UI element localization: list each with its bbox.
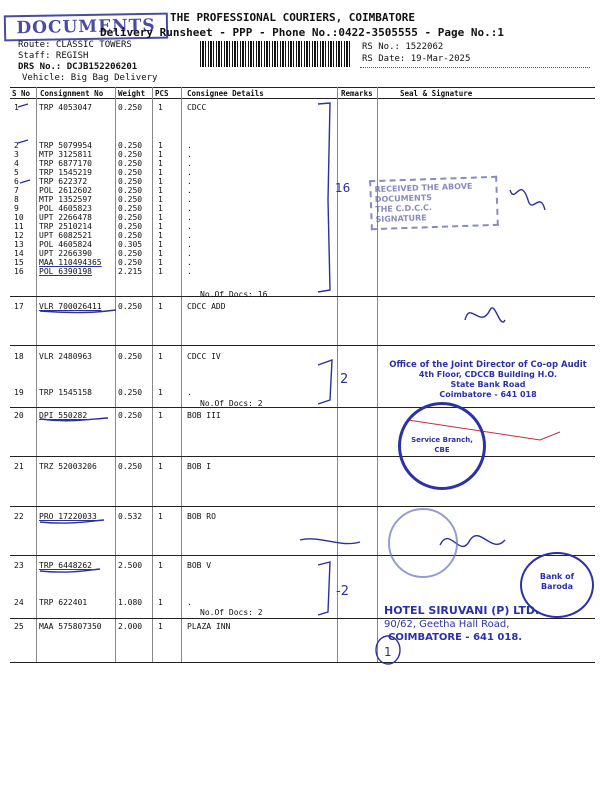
table-bottom-rule — [10, 662, 595, 663]
cell-consignment: TRP 5079954 — [39, 141, 92, 150]
bracket-mark — [318, 562, 330, 615]
cell-consignment: MTP 3125811 — [39, 150, 92, 159]
stamp-line: Office of the Joint Director of Co-op Audit — [389, 360, 587, 370]
group-rule — [10, 506, 595, 507]
cell-pcs: 1 — [158, 622, 163, 631]
cell-consignment: TRP 622372 — [39, 177, 88, 186]
cell-consignee: . — [187, 177, 192, 186]
cell-sno: 24 — [14, 598, 24, 607]
cell-consignee: BOB I — [187, 462, 212, 471]
cell-pcs: 1 — [158, 213, 163, 222]
cell-consignee: BOB RO — [187, 512, 216, 521]
table-header-rule — [10, 98, 595, 99]
hotel-stamp-name: HOTEL SIRUVANI (P) LTD. — [384, 604, 540, 617]
cell-sno: 5 — [14, 168, 19, 177]
cell-pcs: 1 — [158, 177, 163, 186]
cell-consignee: CDCC ADD — [187, 302, 226, 311]
group-rule — [10, 407, 595, 408]
cell-weight: 0.250 — [118, 141, 143, 150]
cell-consignment: TRP 1545219 — [39, 168, 92, 177]
cell-weight: 0.250 — [118, 103, 143, 112]
cell-pcs: 1 — [158, 168, 163, 177]
vehicle-label: Vehicle: Big Bag Delivery — [22, 73, 158, 83]
cell-pcs: 1 — [158, 411, 163, 420]
cell-weight: 0.250 — [118, 249, 143, 258]
cell-pcs: 1 — [158, 267, 163, 276]
cell-weight: 0.250 — [118, 388, 143, 397]
round-office-seal — [388, 508, 458, 578]
group-rule — [10, 456, 595, 457]
audit-office-stamp — [388, 360, 588, 400]
cell-sno: 12 — [14, 231, 24, 240]
col-divider — [152, 87, 153, 662]
received-stamp — [369, 176, 499, 230]
cell-weight: 0.250 — [118, 411, 143, 420]
cell-consignee: . — [187, 222, 192, 231]
cell-weight: 0.250 — [118, 352, 143, 361]
cell-sno: 4 — [14, 159, 19, 168]
stamp-line: RECEIVED THE ABOVE — [374, 181, 473, 195]
cell-weight: 0.250 — [118, 150, 143, 159]
cell-sno: 6 — [14, 177, 19, 186]
col-header-consignment: Consignment No — [40, 89, 104, 98]
cell-consignee: . — [187, 168, 192, 177]
cell-sno: 23 — [14, 561, 24, 570]
docs-count: No.Of Docs: 2 — [200, 399, 263, 408]
cell-pcs: 1 — [158, 598, 163, 607]
seal-text: Service Branch, CBE — [411, 436, 473, 454]
cell-consignee: . — [187, 267, 192, 276]
cell-consignee: . — [187, 186, 192, 195]
cell-consignment: TRP 1545158 — [39, 388, 92, 397]
cell-weight: 0.250 — [118, 195, 143, 204]
stamp-line: 4th Floor, CDCCB Building H.O. — [418, 370, 558, 379]
bracket-mark — [318, 103, 330, 292]
rs-info — [362, 41, 470, 65]
handwritten-1: 1 — [384, 645, 392, 659]
cell-pcs: 1 — [158, 462, 163, 471]
group-rule — [10, 345, 595, 346]
cell-consignee: . — [187, 598, 192, 607]
route-label: Route: CLASSIC TOWERS — [18, 40, 132, 50]
cell-sno: 20 — [14, 411, 24, 420]
stamp-line: DOCUMENTS — [374, 193, 433, 205]
cell-pcs: 1 — [158, 204, 163, 213]
cell-consignee: BOB V — [187, 561, 212, 570]
cell-consignee: CDCC — [187, 103, 207, 112]
cell-sno: 7 — [14, 186, 19, 195]
col-divider — [377, 87, 378, 662]
rs-date: RS Date: 19-Mar-2025 — [362, 54, 471, 64]
company-title: THE PROFESSIONAL COURIERS, COIMBATORE — [170, 11, 416, 24]
cell-weight: 2.500 — [118, 561, 143, 570]
cell-sno: 11 — [14, 222, 24, 231]
cell-pcs: 1 — [158, 302, 163, 311]
cell-pcs: 1 — [158, 159, 163, 168]
cell-consignee: . — [187, 141, 192, 150]
col-divider — [337, 87, 338, 662]
cell-pcs: 1 — [158, 103, 163, 112]
cell-pcs: 1 — [158, 561, 163, 570]
cell-consignment: TRP 2510214 — [39, 222, 92, 231]
cell-weight: 2.000 — [118, 622, 143, 631]
cell-consignee: . — [187, 231, 192, 240]
cell-weight: 2.215 — [118, 267, 143, 276]
cell-consignment: POL 6390198 — [39, 267, 92, 276]
docs-count: No.Of Docs: 16 — [200, 290, 268, 299]
table-top-rule — [10, 87, 595, 88]
handwritten-minus2: -2 — [336, 584, 349, 599]
cell-pcs: 1 — [158, 141, 163, 150]
cell-consignee: . — [187, 388, 192, 397]
cell-weight: 0.250 — [118, 177, 143, 186]
cell-consignment: POL 4605824 — [39, 240, 92, 249]
cell-consignment: MAA 575807350 — [39, 622, 102, 631]
runsheet-subtitle: Delivery Runsheet - PPP - Phone No.:0422-3505555 - Page No.:1 — [100, 26, 504, 39]
docs-count: No.Of Docs: 2 — [200, 608, 263, 617]
cell-weight: 0.250 — [118, 204, 143, 213]
cell-consignee: . — [187, 240, 192, 249]
cell-weight: 1.080 — [118, 598, 143, 607]
col-header-pcs: PCS — [155, 89, 169, 98]
cell-consignee: . — [187, 213, 192, 222]
documents-stamp: DOCUMENTS — [4, 13, 168, 42]
cell-consignee: . — [187, 204, 192, 213]
cell-sno: 8 — [14, 195, 19, 204]
cell-pcs: 1 — [158, 222, 163, 231]
cell-sno: 1 — [14, 103, 19, 112]
cell-consignment: MTP 1352597 — [39, 195, 92, 204]
cell-consignment: TRP 6877170 — [39, 159, 92, 168]
dotted-divider — [360, 67, 590, 68]
col-divider — [36, 87, 37, 662]
cell-pcs: 1 — [158, 352, 163, 361]
cell-consignment: UPT 2266478 — [39, 213, 92, 222]
cell-sno: 13 — [14, 240, 24, 249]
cell-sno: 14 — [14, 249, 24, 258]
handwritten-2: 2 — [340, 372, 349, 387]
cell-sno: 21 — [14, 462, 24, 471]
cell-pcs: 1 — [158, 150, 163, 159]
cell-weight: 0.250 — [118, 462, 143, 471]
cell-sno: 2 — [14, 141, 19, 150]
cell-consignee: . — [187, 195, 192, 204]
cell-weight: 0.250 — [118, 186, 143, 195]
cell-sno: 18 — [14, 352, 24, 361]
cell-pcs: 1 — [158, 195, 163, 204]
seal-text: Bank of Baroda — [539, 572, 575, 591]
col-header-weight: Weight — [118, 89, 146, 98]
signature-stroke — [300, 539, 360, 544]
cell-weight: 0.250 — [118, 302, 143, 311]
cell-consignee: . — [187, 258, 192, 267]
bob-branch-seal — [398, 402, 486, 490]
cell-consignee: . — [187, 159, 192, 168]
col-divider — [181, 87, 182, 662]
cell-weight: 0.250 — [118, 159, 143, 168]
hotel-stamp-address: 90/62, Geetha Hall Road, — [384, 619, 510, 630]
col-header-remarks: Remarks — [341, 89, 373, 98]
group-rule — [10, 296, 595, 297]
staff-label: Staff: REGISH — [18, 51, 89, 61]
cell-weight: 0.532 — [118, 512, 143, 521]
stamp-line: THE C.D.C.C. — [375, 203, 433, 215]
cell-pcs: 1 — [158, 186, 163, 195]
cell-weight: 0.250 — [118, 231, 143, 240]
cell-pcs: 1 — [158, 240, 163, 249]
cell-pcs: 1 — [158, 258, 163, 267]
cell-sno: 22 — [14, 512, 24, 521]
cell-consignment: TRZ 52003206 — [39, 462, 97, 471]
cell-consignment: UPT 2266390 — [39, 249, 92, 258]
cell-consignee: . — [187, 150, 192, 159]
rs-number: RS No.: 1522062 — [362, 42, 444, 52]
group-rule — [10, 555, 595, 556]
cell-sno: 15 — [14, 258, 24, 267]
cell-pcs: 1 — [158, 388, 163, 397]
col-header-sno: S No — [12, 89, 31, 98]
cell-consignment: POL 4605823 — [39, 204, 92, 213]
stamp-line: SIGNATURE — [375, 213, 427, 225]
cell-weight: 0.250 — [118, 168, 143, 177]
handwritten-16: 16 — [335, 181, 351, 195]
cell-weight: 0.305 — [118, 240, 143, 249]
stamp-line: State Bank Road — [450, 380, 526, 389]
cell-consignment: POL 2612602 — [39, 186, 92, 195]
cell-consignment: MAA 110494365 — [39, 258, 102, 267]
cell-weight: 0.250 — [118, 258, 143, 267]
cell-sno: 10 — [14, 213, 24, 222]
cell-weight: 0.250 — [118, 213, 143, 222]
cell-consignment: UPT 6082521 — [39, 231, 92, 240]
cell-consignment: TRP 4053047 — [39, 103, 92, 112]
cell-pcs: 1 — [158, 231, 163, 240]
cell-sno: 19 — [14, 388, 24, 397]
stamp-line: Coimbatore - 641 018 — [439, 390, 537, 399]
cell-sno: 17 — [14, 302, 24, 311]
cell-sno: 16 — [14, 267, 24, 276]
cell-consignee: BOB III — [187, 411, 221, 420]
col-header-seal: Seal & Signature — [400, 89, 473, 98]
col-header-consignee: Consignee Details — [187, 89, 264, 98]
cell-consignment: VLR 2480963 — [39, 352, 92, 361]
cell-consignee: CDCC IV — [187, 352, 221, 361]
cell-sno: 25 — [14, 622, 24, 631]
cell-consignment: TRP 622401 — [39, 598, 88, 607]
cell-weight: 0.250 — [118, 222, 143, 231]
cell-consignment: PRO 17220033 — [39, 512, 97, 521]
cell-consignment: TRP 6448262 — [39, 561, 92, 570]
col-divider — [115, 87, 116, 662]
hotel-stamp-city: COIMBATORE - 641 018. — [388, 632, 523, 643]
cell-consignee: . — [187, 249, 192, 258]
cell-consignee: PLAZA INN — [187, 622, 231, 631]
cell-consignment: VLR 700026411 — [39, 302, 102, 311]
bracket-mark — [318, 360, 332, 404]
barcode — [200, 41, 352, 67]
drs-number: DRS No.: DCJB152206201 — [18, 62, 138, 72]
cell-pcs: 1 — [158, 512, 163, 521]
cell-consignment: DPI 550282 — [39, 411, 88, 420]
cell-sno: 3 — [14, 150, 19, 159]
cell-pcs: 1 — [158, 249, 163, 258]
cell-sno: 9 — [14, 204, 19, 213]
